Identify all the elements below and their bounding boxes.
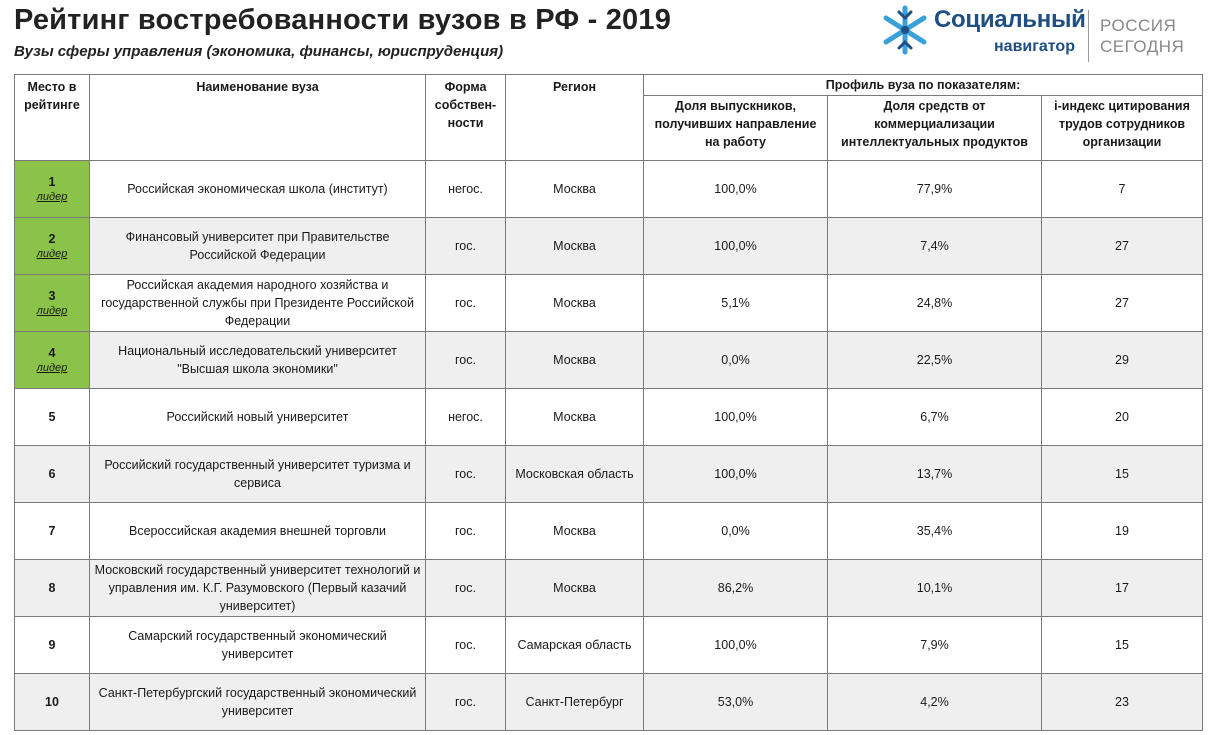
region-cell: Московская область <box>506 446 644 503</box>
ownership-cell: негос. <box>426 161 506 218</box>
citation-cell: 27 <box>1042 218 1203 275</box>
rank-cell: 9 <box>15 617 90 674</box>
header-rank: Место в рейтинге <box>15 75 90 161</box>
region-cell: Самарская область <box>506 617 644 674</box>
page-title: Рейтинг востребованности вузов в РФ - 2019 <box>14 4 672 36</box>
name-cell: Российский новый университет <box>90 389 426 446</box>
region-cell: Москва <box>506 161 644 218</box>
commercialization-cell: 4,2% <box>828 674 1042 731</box>
region-cell: Москва <box>506 218 644 275</box>
rank-cell: 6 <box>15 446 90 503</box>
name-cell: Самарский государственный экономический университет <box>90 617 426 674</box>
commercialization-cell: 24,8% <box>828 275 1042 332</box>
table-row <box>15 218 1203 275</box>
header-citation: i-индекс цитирования трудов сотрудников организации <box>1042 95 1203 160</box>
commercialization-cell: 7,9% <box>828 617 1042 674</box>
name-cell: Московский государственный университет технологий и управления им. К.Г. Разумовского (Первый казачий университет) <box>90 560 426 617</box>
rank-cell <box>15 275 90 332</box>
ownership-cell: гос. <box>426 503 506 560</box>
logo-divider <box>1088 10 1089 62</box>
employment-cell: 86,2% <box>644 560 828 617</box>
logo-main-text: Социальный <box>934 6 1086 33</box>
commercialization-cell: 22,5% <box>828 332 1042 389</box>
citation-cell: 15 <box>1042 617 1203 674</box>
citation-cell: 29 <box>1042 332 1203 389</box>
ownership-cell: гос. <box>426 674 506 731</box>
table-row <box>15 446 1203 503</box>
rank-number: 3 <box>48 289 56 303</box>
table-row <box>15 674 1203 731</box>
commercialization-cell: 35,4% <box>828 503 1042 560</box>
name-cell: Санкт-Петербургский государственный экономический университет <box>90 674 426 731</box>
citation-cell: 19 <box>1042 503 1203 560</box>
ownership-cell: негос. <box>426 389 506 446</box>
name-cell: Российский государственный университет туризма и сервиса <box>90 446 426 503</box>
region-cell: Москва <box>506 332 644 389</box>
employment-cell: 100,0% <box>644 161 828 218</box>
rank-cell: 5 <box>15 389 90 446</box>
citation-cell: 15 <box>1042 446 1203 503</box>
table-row <box>15 161 1203 218</box>
name-cell: Финансовый университет при Правительстве Российской Федерации <box>90 218 426 275</box>
header-region: Регион <box>506 75 644 161</box>
table-row <box>15 332 1203 389</box>
citation-cell: 20 <box>1042 389 1203 446</box>
rank-number: 4 <box>48 346 56 360</box>
partner-logo-line1: РОССИЯ <box>1100 16 1177 35</box>
rank-cell: 8 <box>15 560 90 617</box>
ranking-table <box>14 74 1203 731</box>
leader-link[interactable]: лидер <box>36 362 68 374</box>
employment-cell: 5,1% <box>644 275 828 332</box>
table-row <box>15 560 1203 617</box>
leader-link[interactable]: лидер <box>36 305 68 317</box>
commercialization-cell: 10,1% <box>828 560 1042 617</box>
citation-cell: 23 <box>1042 674 1203 731</box>
header-profile: Профиль вуза по показателям: <box>644 75 1203 96</box>
region-cell: Москва <box>506 275 644 332</box>
ownership-cell: гос. <box>426 560 506 617</box>
ownership-cell: гос. <box>426 332 506 389</box>
rank-cell: 10 <box>15 674 90 731</box>
table-row <box>15 617 1203 674</box>
ownership-cell: гос. <box>426 275 506 332</box>
header-employment: Доля выпускников, получивших направление на работу <box>644 95 828 160</box>
employment-cell: 100,0% <box>644 446 828 503</box>
header-commercialization: Доля средств от коммерциализации интеллектуальных продуктов <box>828 95 1042 160</box>
name-cell: Национальный исследовательский университет "Высшая школа экономики" <box>90 332 426 389</box>
rank-number: 2 <box>48 232 56 246</box>
leader-link[interactable]: лидер <box>36 191 68 203</box>
commercialization-cell: 7,4% <box>828 218 1042 275</box>
name-cell: Российская экономическая школа (институт) <box>90 161 426 218</box>
logo-sub-text: навигатор <box>994 38 1075 55</box>
employment-cell: 100,0% <box>644 389 828 446</box>
commercialization-cell: 77,9% <box>828 161 1042 218</box>
citation-cell: 17 <box>1042 560 1203 617</box>
commercialization-cell: 13,7% <box>828 446 1042 503</box>
page-subtitle: Вузы сферы управления (экономика, финансы, юриспруденция) <box>14 43 504 60</box>
table-row <box>15 503 1203 560</box>
snowflake-logo-icon <box>878 4 932 56</box>
ownership-cell: гос. <box>426 446 506 503</box>
employment-cell: 100,0% <box>644 617 828 674</box>
citation-cell: 27 <box>1042 275 1203 332</box>
employment-cell: 100,0% <box>644 218 828 275</box>
rank-cell <box>15 332 90 389</box>
table-row <box>15 275 1203 332</box>
region-cell: Москва <box>506 503 644 560</box>
employment-cell: 0,0% <box>644 332 828 389</box>
region-cell: Москва <box>506 560 644 617</box>
social-navigator-logo <box>878 4 1185 68</box>
table-row <box>15 389 1203 446</box>
ownership-cell: гос. <box>426 617 506 674</box>
name-cell: Российская академия народного хозяйства и государственной службы при Президенте Российской Федерации <box>90 275 426 332</box>
rank-cell <box>15 161 90 218</box>
employment-cell: 53,0% <box>644 674 828 731</box>
citation-cell: 7 <box>1042 161 1203 218</box>
leader-link[interactable]: лидер <box>36 248 68 260</box>
employment-cell: 0,0% <box>644 503 828 560</box>
header-ownership: Форма собствен-ности <box>426 75 506 161</box>
name-cell: Всероссийская академия внешней торговли <box>90 503 426 560</box>
rank-cell <box>15 218 90 275</box>
header-name: Наименование вуза <box>90 75 426 161</box>
partner-logo-line2: СЕГОДНЯ <box>1100 37 1185 56</box>
rank-cell: 7 <box>15 503 90 560</box>
region-cell: Москва <box>506 389 644 446</box>
region-cell: Санкт-Петербург <box>506 674 644 731</box>
ownership-cell: гос. <box>426 218 506 275</box>
rank-number: 1 <box>48 175 56 189</box>
commercialization-cell: 6,7% <box>828 389 1042 446</box>
